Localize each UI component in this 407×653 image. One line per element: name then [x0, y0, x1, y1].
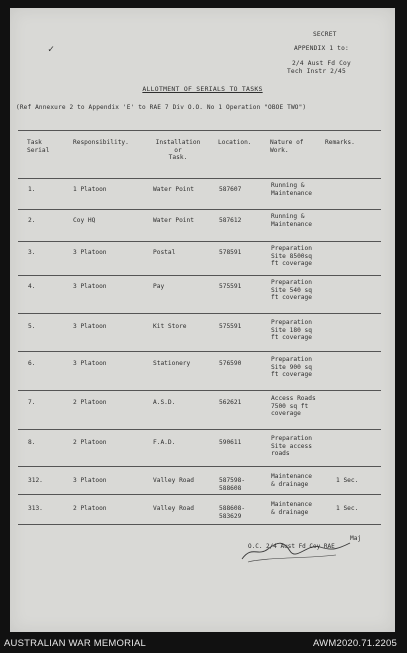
- cell-installation: Pay: [153, 283, 165, 290]
- cell-serial: 6.: [28, 360, 36, 367]
- cell-location: 587607: [219, 186, 242, 193]
- cell-remarks: 1 Sec.: [336, 505, 359, 512]
- cell-nature: Preparation Site 8500sq ft coverage: [271, 245, 312, 268]
- col-header-serial: Task Serial: [27, 139, 50, 154]
- cell-remarks: 1 Sec.: [336, 477, 359, 484]
- cell-nature: Running & Maintenance: [271, 213, 312, 228]
- table-row-rule: [18, 390, 381, 391]
- col-header-responsibility: Responsibility.: [73, 139, 129, 146]
- cell-location: 588608- 583629: [219, 505, 246, 520]
- cell-nature: Maintenance & drainage: [271, 473, 312, 488]
- signature-suffix: Maj: [350, 535, 362, 542]
- reference-line: (Ref Annexure 2 to Appendix 'E' to RAE 7 Div O.O. No 1 Operation "OBOE TWO"): [16, 104, 307, 111]
- cell-location: 578591: [219, 249, 242, 256]
- cell-responsibility: 3 Platoon: [73, 323, 107, 330]
- cell-location: 587612: [219, 217, 242, 224]
- footer-institution: AUSTRALIAN WAR MEMORIAL: [4, 638, 147, 649]
- col-header-location: Location.: [218, 139, 252, 146]
- table-row-rule: [18, 351, 381, 352]
- pen-mark: ✓: [48, 44, 55, 55]
- cell-serial: 8.: [28, 439, 36, 446]
- document-title: ALLOTMENT OF SERIALS TO TASKS: [142, 85, 263, 93]
- col-header-installation: Installation or Task.: [155, 139, 201, 162]
- signature-line: O.C. 2/4 Aust Fd Coy RAE: [248, 543, 335, 550]
- cell-responsibility: 3 Platoon: [73, 249, 107, 256]
- cell-installation: Water Point: [153, 186, 194, 193]
- cell-nature: Maintenance & drainage: [271, 501, 312, 516]
- table-row-rule: [18, 209, 381, 210]
- cell-serial: 4.: [28, 283, 36, 290]
- cell-location: 587598- 588608: [219, 477, 246, 492]
- cell-serial: 1.: [28, 186, 36, 193]
- table-row-rule: [18, 275, 381, 276]
- cell-serial: 312.: [28, 477, 43, 484]
- table-top-rule: [18, 130, 381, 131]
- cell-installation: Postal: [153, 249, 176, 256]
- cell-responsibility: 2 Platoon: [73, 399, 107, 406]
- appendix-label: APPENDIX 1 to:: [294, 45, 349, 52]
- cell-location: 575591: [219, 323, 242, 330]
- cell-nature: Preparation Site 540 sq ft coverage: [271, 279, 312, 302]
- cell-responsibility: Coy HQ: [73, 217, 96, 224]
- cell-serial: 5.: [28, 323, 36, 330]
- cell-responsibility: 3 Platoon: [73, 477, 107, 484]
- col-header-nature: Nature of Work.: [270, 139, 304, 154]
- cell-responsibility: 3 Platoon: [73, 283, 107, 290]
- cell-serial: 7.: [28, 399, 36, 406]
- cell-installation: F.A.D.: [153, 439, 176, 446]
- table-row-rule: [18, 466, 381, 467]
- instruction-label: Tech Instr 2/45: [287, 68, 346, 75]
- cell-location: 575591: [219, 283, 242, 290]
- cell-nature: Running & Maintenance: [271, 182, 312, 197]
- cell-location: 576590: [219, 360, 242, 367]
- table-row-rule: [18, 241, 381, 242]
- cell-responsibility: 2 Platoon: [73, 505, 107, 512]
- cell-installation: Valley Road: [153, 505, 194, 512]
- cell-serial: 313.: [28, 505, 43, 512]
- cell-nature: Access Roads 7500 sq ft coverage: [271, 395, 316, 418]
- cell-nature: Preparation Site 180 sq ft coverage: [271, 319, 312, 342]
- document-page: [10, 8, 395, 632]
- cell-location: 590611: [219, 439, 242, 446]
- cell-installation: Valley Road: [153, 477, 194, 484]
- table-row-rule: [18, 494, 381, 495]
- unit-label: 2/4 Aust Fd Coy: [292, 60, 351, 67]
- signature-scribble: [238, 535, 358, 565]
- classification-label: SECRET: [313, 31, 337, 38]
- cell-installation: A.S.D.: [153, 399, 176, 406]
- cell-serial: 3.: [28, 249, 36, 256]
- cell-serial: 2.: [28, 217, 36, 224]
- table-row-rule: [18, 178, 381, 179]
- footer-accession-number: AWM2020.71.2205: [313, 638, 397, 649]
- col-header-remarks: Remarks.: [325, 139, 355, 146]
- cell-installation: Stationery: [153, 360, 191, 367]
- cell-installation: Water Point: [153, 217, 194, 224]
- table-row-rule: [18, 313, 381, 314]
- cell-nature: Preparation Site access roads: [271, 435, 312, 458]
- cell-responsibility: 3 Platoon: [73, 360, 107, 367]
- cell-location: 562621: [219, 399, 242, 406]
- cell-nature: Preparation Site 900 sq ft coverage: [271, 356, 312, 379]
- cell-responsibility: 1 Platoon: [73, 186, 107, 193]
- table-row-rule: [18, 524, 381, 525]
- cell-responsibility: 2 Platoon: [73, 439, 107, 446]
- table-row-rule: [18, 429, 381, 430]
- cell-installation: Kit Store: [153, 323, 187, 330]
